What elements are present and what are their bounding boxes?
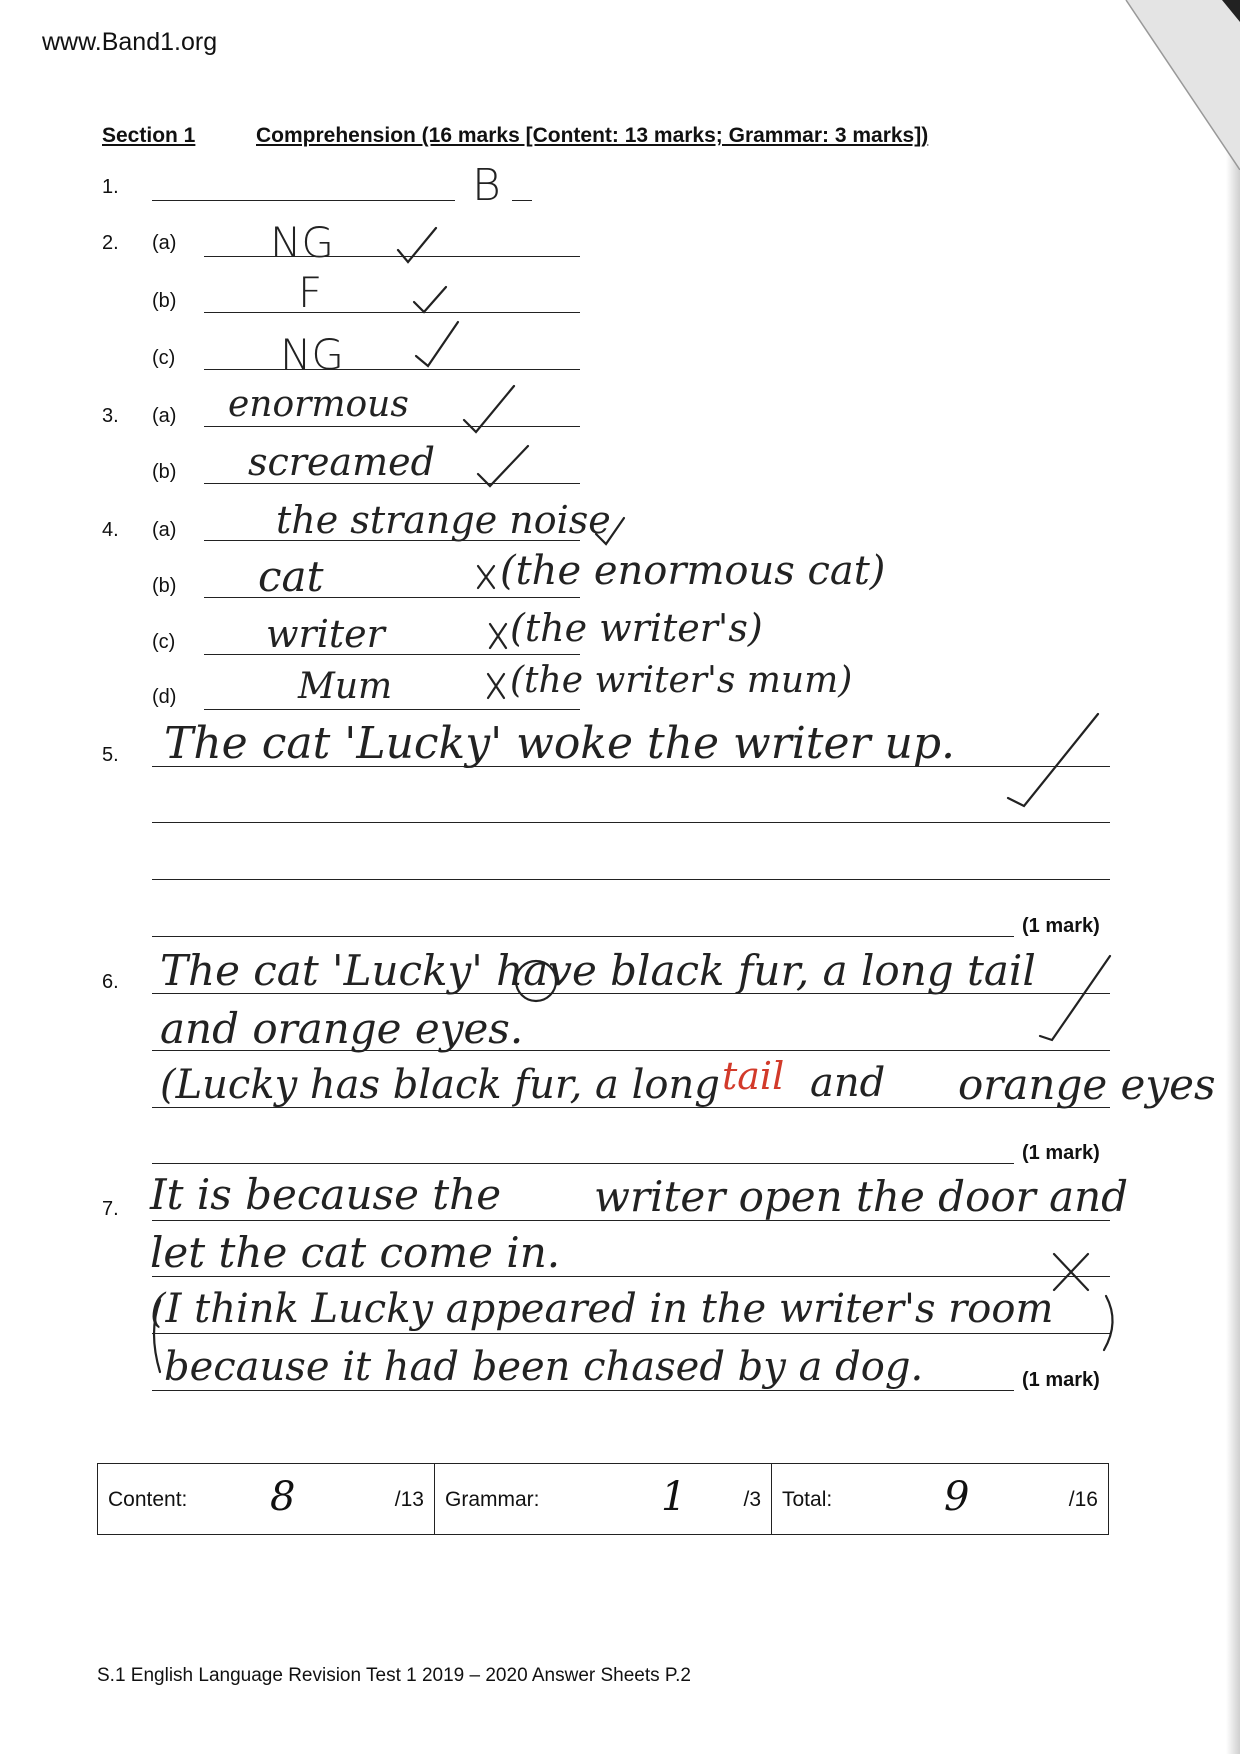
tick-icon bbox=[416, 322, 458, 366]
q4b-correction: (the enormous cat) bbox=[500, 548, 886, 594]
q6-correction-part-4: orange eyes bbox=[958, 1060, 1216, 1109]
q4c-label: (c) bbox=[152, 631, 176, 653]
q7-correction-line-1: (I think Lucky appeared in the writer's room bbox=[150, 1286, 1054, 1332]
grammar-max: /3 bbox=[743, 1488, 761, 1511]
question-1-number: 1. bbox=[102, 176, 119, 198]
q3b-label: (b) bbox=[152, 461, 177, 483]
question-3-number: 3. bbox=[102, 405, 119, 427]
total-label: Total: bbox=[782, 1488, 833, 1511]
tick-icon bbox=[1008, 714, 1098, 806]
q6-mark: (1 mark) bbox=[1022, 1142, 1100, 1164]
section-title: Comprehension (16 marks [Content: 13 marks; Grammar: 3 marks]) bbox=[256, 124, 929, 147]
grammar-score: 1 bbox=[661, 1474, 687, 1520]
cross-icon bbox=[490, 624, 506, 648]
q7-answer-line-1a: It is because the bbox=[150, 1170, 502, 1219]
total-score: 9 bbox=[944, 1474, 970, 1520]
content-label: Content: bbox=[108, 1488, 188, 1511]
q1-answer: B bbox=[472, 160, 501, 211]
q2b-answer: F bbox=[298, 268, 323, 317]
cross-icon bbox=[1054, 1254, 1088, 1290]
tick-icon bbox=[1040, 956, 1110, 1040]
folded-corner bbox=[1110, 0, 1240, 170]
q6-correction-part-1: (Lucky has black fur, a long bbox=[160, 1062, 720, 1108]
content-score: 8 bbox=[270, 1474, 296, 1520]
q7-answer-line-1b: writer open the door and bbox=[594, 1172, 1129, 1221]
grammar-label: Grammar: bbox=[445, 1488, 540, 1511]
q6-answer-line-1: The cat 'Lucky' have black fur, a long tail bbox=[160, 946, 1036, 995]
q6-correction-red-word: tail bbox=[722, 1054, 785, 1098]
bracket bbox=[154, 1300, 160, 1372]
q4c-correction: (the writer's) bbox=[510, 606, 763, 650]
q7-correction-line-2: because it had been chased by a dog. bbox=[164, 1344, 924, 1390]
q4a-label: (a) bbox=[152, 519, 177, 541]
q4d-answer: Mum bbox=[298, 666, 393, 707]
question-4-number: 4. bbox=[102, 519, 119, 541]
q3a-label: (a) bbox=[152, 405, 177, 427]
q3b-answer: screamed bbox=[248, 440, 435, 484]
q6-correction-part-3: and bbox=[810, 1060, 886, 1106]
tick-icon bbox=[414, 287, 446, 312]
question-7-number: 7. bbox=[102, 1198, 119, 1220]
total-max: /16 bbox=[1068, 1488, 1098, 1511]
content-score-cell bbox=[98, 1464, 434, 1534]
total-score-cell bbox=[771, 1464, 1108, 1534]
cross-icon bbox=[478, 566, 494, 588]
tick-icon bbox=[596, 518, 624, 544]
q4a-answer: the strange noise bbox=[276, 498, 611, 542]
cross-icon bbox=[488, 674, 504, 698]
question-5-number: 5. bbox=[102, 744, 119, 766]
q3a-answer: enormous bbox=[228, 384, 409, 425]
question-2-number: 2. bbox=[102, 232, 119, 254]
q7-mark: (1 mark) bbox=[1022, 1369, 1100, 1391]
q4b-answer: cat bbox=[258, 552, 324, 601]
q4d-label: (d) bbox=[152, 686, 177, 708]
scan-edge-shadow bbox=[1226, 0, 1240, 1754]
tick-icon bbox=[478, 446, 528, 486]
tick-icon bbox=[398, 228, 436, 262]
q2c-label: (c) bbox=[152, 347, 176, 369]
q6-answer-line-2: and orange eyes. bbox=[160, 1004, 524, 1053]
q2a-answer: NG bbox=[270, 218, 334, 267]
q5-answer-line-1: The cat 'Lucky' woke the writer up. bbox=[164, 718, 956, 769]
error-circle bbox=[516, 961, 556, 1001]
grammar-score-cell bbox=[434, 1464, 771, 1534]
content-max: /13 bbox=[394, 1488, 424, 1511]
q5-mark: (1 mark) bbox=[1022, 915, 1100, 937]
q4d-correction: (the writer's mum) bbox=[510, 660, 853, 701]
site-url: www.Band1.org bbox=[42, 28, 218, 56]
score-table bbox=[97, 1463, 1109, 1535]
question-6-number: 6. bbox=[102, 971, 119, 993]
q2b-label: (b) bbox=[152, 290, 177, 312]
q2a-label: (a) bbox=[152, 232, 177, 254]
q7-answer-line-2: let the cat come in. bbox=[150, 1228, 561, 1277]
q4b-label: (b) bbox=[152, 575, 177, 597]
q2c-answer: NG bbox=[280, 330, 344, 379]
tick-icon bbox=[464, 386, 514, 432]
q4c-answer: writer bbox=[266, 612, 385, 656]
bracket bbox=[1104, 1296, 1113, 1350]
section-label: Section 1 bbox=[102, 124, 196, 147]
page-footer: S.1 English Language Revision Test 1 2019 – 2020 Answer Sheets P.2 bbox=[97, 1665, 692, 1686]
